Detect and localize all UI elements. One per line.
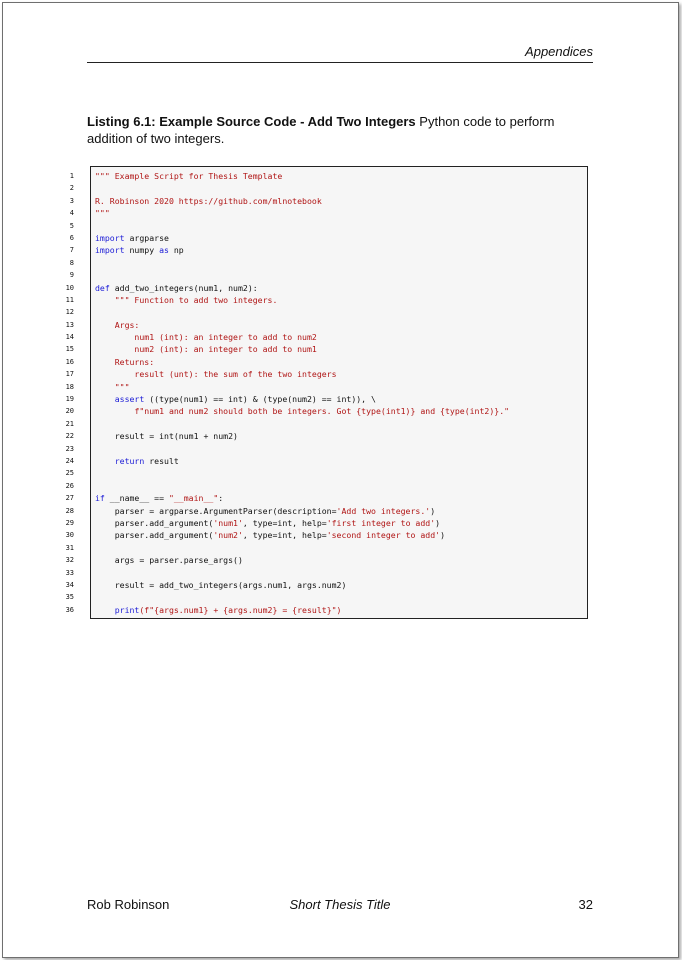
code-line bbox=[95, 182, 585, 194]
code-line bbox=[95, 554, 585, 566]
page-number: 32 bbox=[578, 897, 593, 912]
line-number: 14 bbox=[65, 333, 74, 342]
code-line bbox=[95, 529, 585, 541]
code-line bbox=[95, 505, 585, 517]
code-token: result = int(num1 + num2) bbox=[95, 431, 238, 442]
line-number: 10 bbox=[65, 283, 74, 292]
code-token: add_two_integers(num1, num2): bbox=[109, 282, 258, 293]
code-token: return bbox=[114, 455, 145, 466]
code-token: as bbox=[159, 245, 169, 256]
line-number: 25 bbox=[65, 469, 74, 478]
line-number: 4 bbox=[69, 209, 74, 218]
line-number: 5 bbox=[69, 221, 74, 230]
footer-thesis-title: Short Thesis Title bbox=[289, 897, 391, 912]
line-number: 26 bbox=[65, 481, 74, 490]
code-token bbox=[95, 456, 115, 466]
code-token: f"num1 and num2 should both be integers. Got {type(int1)} and {type(int2)}." bbox=[134, 406, 510, 417]
code-token: """ Example Script for Thesis Template bbox=[95, 171, 283, 181]
running-header: Appendices bbox=[525, 44, 593, 59]
code-token: np bbox=[168, 245, 184, 256]
code-line bbox=[95, 257, 585, 269]
code-token: Args: bbox=[95, 319, 140, 330]
code-token: Returns: bbox=[95, 356, 155, 367]
line-number: 7 bbox=[69, 246, 74, 255]
line-number: 29 bbox=[65, 518, 74, 527]
code-line bbox=[95, 405, 585, 417]
code-token: (f"{args.num1} + {args.num2} = {result}") bbox=[139, 604, 342, 615]
code-token: __name__ == bbox=[104, 493, 169, 504]
line-number: 12 bbox=[65, 308, 74, 317]
code-token: : bbox=[218, 493, 224, 504]
line-number: 11 bbox=[65, 295, 74, 304]
line-number: 23 bbox=[65, 444, 74, 453]
line-number: 17 bbox=[65, 370, 74, 379]
code-line bbox=[95, 480, 585, 492]
line-number: 19 bbox=[65, 395, 74, 404]
code-token: numpy bbox=[124, 245, 160, 256]
code-token bbox=[95, 295, 115, 305]
line-number: 32 bbox=[65, 556, 74, 565]
code-token: """ Function to add two integers. bbox=[114, 294, 278, 305]
code-token: """ bbox=[95, 208, 110, 219]
code-token: 'num2' bbox=[213, 530, 243, 541]
code-line bbox=[95, 282, 585, 294]
line-number: 30 bbox=[65, 531, 74, 540]
code-line bbox=[95, 517, 585, 529]
code-line bbox=[95, 604, 585, 616]
code-token: argparse bbox=[124, 232, 169, 243]
line-number: 6 bbox=[69, 233, 74, 242]
code-line bbox=[95, 319, 585, 331]
code-token: parser = argparse.ArgumentParser(description= bbox=[95, 505, 337, 516]
listing-caption bbox=[87, 113, 593, 147]
listing-label: Listing 6.1: Example Source Code - Add Two Integers bbox=[87, 114, 416, 129]
code-token: if bbox=[95, 493, 105, 504]
code-token: import bbox=[95, 232, 125, 243]
code-token: num1 (int): an integer to add to num2 bbox=[95, 332, 317, 343]
code-token: result (unt): the sum of the two integers bbox=[95, 369, 337, 380]
code-line bbox=[95, 591, 585, 603]
line-number: 15 bbox=[65, 345, 74, 354]
code-token: num2 (int): an integer to add to num1 bbox=[95, 344, 317, 355]
code-token: print bbox=[114, 604, 140, 615]
code-line bbox=[95, 232, 585, 244]
code-line bbox=[95, 356, 585, 368]
code-line bbox=[95, 455, 585, 467]
line-number: 24 bbox=[65, 456, 74, 465]
line-number: 2 bbox=[69, 184, 74, 193]
line-number: 33 bbox=[65, 568, 74, 577]
code-token: 'first integer to add' bbox=[326, 517, 436, 528]
line-number: 21 bbox=[65, 419, 74, 428]
line-number: 34 bbox=[65, 580, 74, 589]
code-token: ) bbox=[430, 505, 436, 516]
line-number: 27 bbox=[65, 494, 74, 503]
code-token: def bbox=[95, 282, 110, 293]
line-number: 3 bbox=[69, 196, 74, 205]
code-token bbox=[95, 394, 115, 404]
code-line bbox=[95, 467, 585, 479]
code-token: 'num1' bbox=[213, 517, 243, 528]
code-line bbox=[95, 443, 585, 455]
header-rule bbox=[87, 62, 593, 63]
code-token: "__main__" bbox=[168, 493, 219, 504]
code-line bbox=[95, 220, 585, 232]
footer-author: Rob Robinson bbox=[87, 897, 170, 912]
code-token: assert bbox=[114, 394, 145, 405]
code-line bbox=[95, 381, 585, 393]
code-token: args = parser.parse_args() bbox=[95, 555, 243, 566]
code-line bbox=[95, 430, 585, 442]
code-token: , type=int, help= bbox=[242, 517, 327, 528]
code-line bbox=[95, 542, 585, 554]
line-number: 31 bbox=[65, 543, 74, 552]
code-token: parser.add_argument( bbox=[95, 517, 214, 528]
line-number-gutter bbox=[50, 170, 74, 616]
code-token bbox=[95, 605, 115, 615]
code-token: ) bbox=[440, 530, 446, 541]
code-line bbox=[95, 492, 585, 504]
line-number: 22 bbox=[65, 432, 74, 441]
code-block bbox=[95, 170, 585, 616]
line-number: 36 bbox=[65, 605, 74, 614]
code-token: result = add_two_integers(args.num1, args.num2) bbox=[95, 579, 347, 590]
code-token: 'Add two integers.' bbox=[336, 505, 431, 516]
line-number: 28 bbox=[65, 506, 74, 515]
code-line bbox=[95, 269, 585, 281]
line-number: 1 bbox=[69, 172, 74, 180]
code-line bbox=[95, 207, 585, 219]
code-token: , type=int, help= bbox=[242, 530, 327, 541]
code-line bbox=[95, 195, 585, 207]
line-number: 20 bbox=[65, 407, 74, 416]
code-token: parser.add_argument( bbox=[95, 530, 214, 541]
code-token: import bbox=[95, 245, 125, 256]
listing-description: Python code to perform addition of two integers. bbox=[87, 114, 555, 146]
code-token: result bbox=[144, 455, 179, 466]
code-token: ) bbox=[435, 517, 441, 528]
line-number: 35 bbox=[65, 593, 74, 602]
line-number: 16 bbox=[65, 357, 74, 366]
line-number: 8 bbox=[69, 258, 74, 267]
code-token bbox=[95, 406, 134, 416]
line-number: 18 bbox=[65, 382, 74, 391]
code-line bbox=[95, 368, 585, 380]
code-token: ((type(num1) == int) & (type(num2) == int)), \ bbox=[144, 394, 376, 405]
code-line bbox=[95, 343, 585, 355]
code-line bbox=[95, 579, 585, 591]
line-number: 9 bbox=[69, 271, 74, 280]
code-line bbox=[95, 170, 585, 182]
code-line bbox=[95, 306, 585, 318]
code-line bbox=[95, 244, 585, 256]
code-token: R. Robinson 2020 https://github.com/mlnotebook bbox=[95, 195, 322, 206]
code-line bbox=[95, 567, 585, 579]
code-token: """ bbox=[95, 381, 130, 392]
code-line bbox=[95, 418, 585, 430]
code-line bbox=[95, 331, 585, 343]
code-token: 'second integer to add' bbox=[326, 530, 441, 541]
code-line bbox=[95, 393, 585, 405]
code-line bbox=[95, 294, 585, 306]
line-number: 13 bbox=[65, 320, 74, 329]
